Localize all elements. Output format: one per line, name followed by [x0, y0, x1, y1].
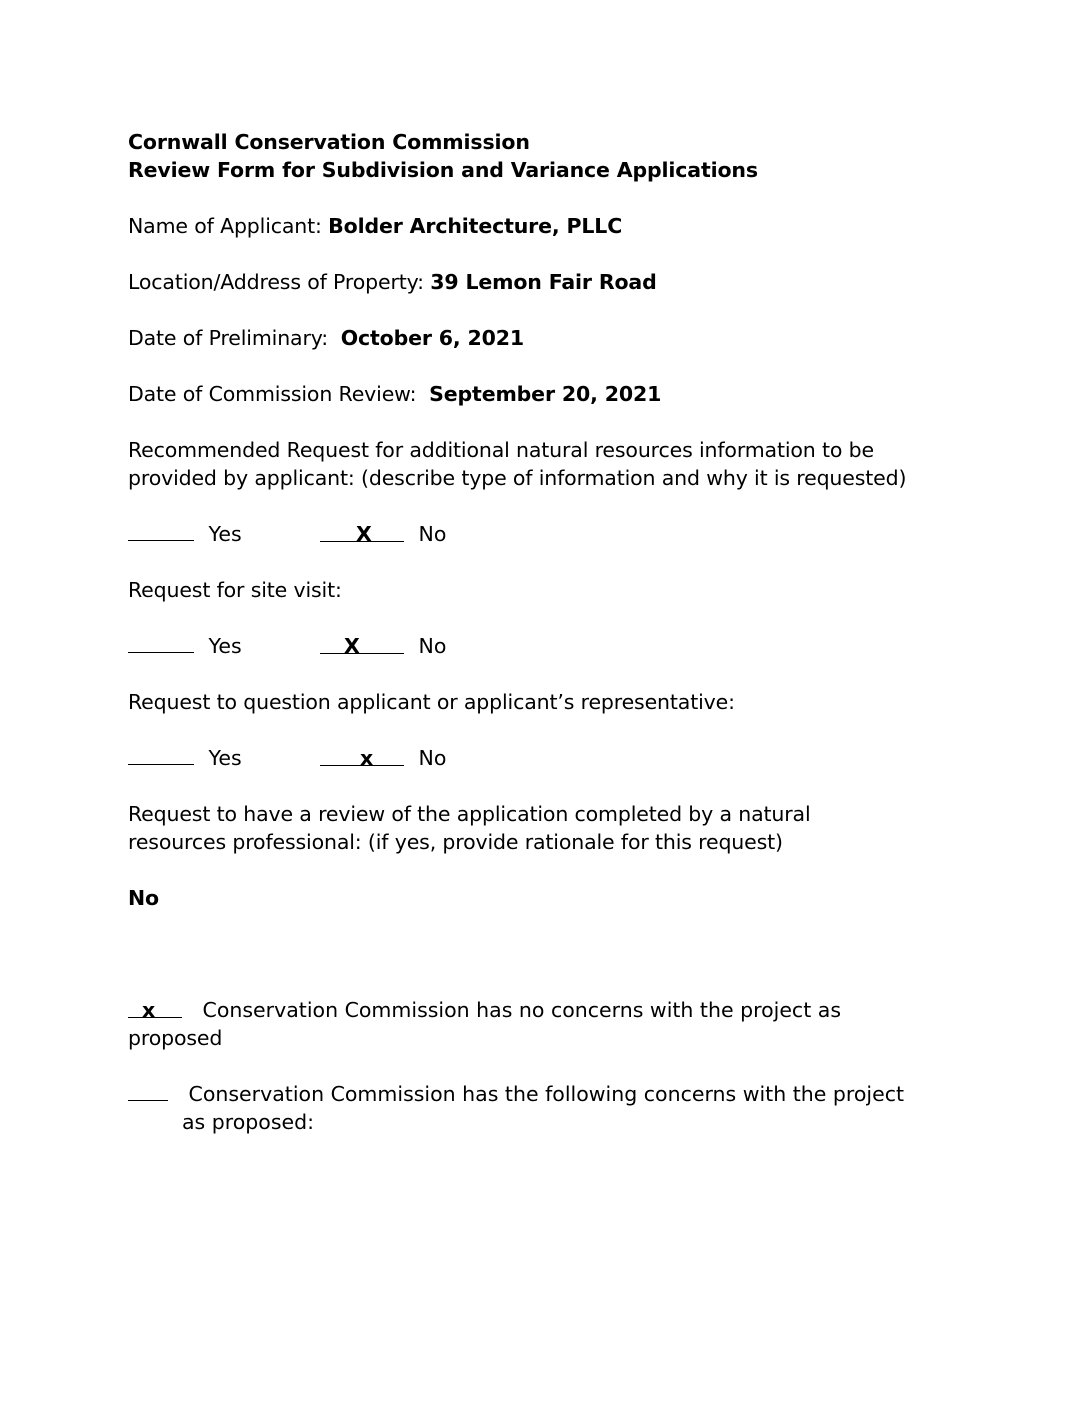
- question-4-line-2: resources professional: (if yes, provide rationale for this request): [128, 830, 783, 854]
- q2-no-option: [320, 632, 446, 660]
- q3-no-label: No: [418, 746, 447, 770]
- question-1-line-1: Recommended Request for additional natural resources information to be: [128, 438, 874, 462]
- conclusion-1-mark: x: [128, 1000, 182, 1018]
- location-row: [128, 268, 657, 296]
- review-date-value: September 20, 2021: [429, 382, 662, 406]
- question-4-answer: No: [128, 886, 159, 910]
- q3-no-mark: x: [320, 748, 404, 766]
- review-date-row: [128, 380, 661, 408]
- applicant-row: [128, 212, 622, 240]
- applicant-value: Bolder Architecture, PLLC: [328, 214, 623, 238]
- q2-no-mark: X: [320, 636, 404, 654]
- question-1-line-2: provided by applicant: (describe type of information and why it is requested): [128, 466, 907, 490]
- conclusion-1-text: Conservation Commission has no concerns with the project as: [202, 998, 842, 1022]
- question-4-line-1: Request to have a review of the application completed by a natural: [128, 802, 811, 826]
- q1-no-option: [320, 520, 446, 548]
- conclusion-1-line-2: proposed: [128, 1026, 223, 1050]
- location-label: Location/Address of Property:: [128, 270, 424, 294]
- conclusion-1: [128, 996, 841, 1024]
- q2-no-label: No: [418, 634, 447, 658]
- q1-no-label: No: [418, 522, 447, 546]
- location-value: 39 Lemon Fair Road: [430, 270, 657, 294]
- q1-yes-label: Yes: [208, 522, 242, 546]
- q3-no-option: [320, 744, 446, 772]
- form-title: Review Form for Subdivision and Variance Applications: [128, 158, 758, 182]
- question-2: Request for site visit:: [128, 578, 342, 602]
- preliminary-row: [128, 324, 524, 352]
- preliminary-label: Date of Preliminary:: [128, 326, 328, 350]
- q3-yes-option: [128, 744, 242, 772]
- q2-yes-label: Yes: [208, 634, 242, 658]
- review-date-label: Date of Commission Review:: [128, 382, 417, 406]
- q3-yes-blank: [128, 746, 194, 765]
- q2-yes-option: [128, 632, 242, 660]
- question-3: Request to question applicant or applicant’s representative:: [128, 690, 735, 714]
- q2-yes-blank: [128, 634, 194, 653]
- q1-no-mark: X: [320, 524, 404, 542]
- conclusion-2-text: Conservation Commission has the following concerns with the project: [188, 1082, 905, 1106]
- q3-yes-label: Yes: [208, 746, 242, 770]
- applicant-label: Name of Applicant:: [128, 214, 322, 238]
- q1-yes-option: [128, 520, 242, 548]
- conclusion-2-line-2: as proposed:: [182, 1110, 315, 1134]
- conclusion-2: [128, 1080, 904, 1108]
- org-title: Cornwall Conservation Commission: [128, 130, 530, 154]
- conclusion-2-blank: [128, 1082, 168, 1101]
- q1-yes-blank: [128, 522, 194, 541]
- preliminary-value: October 6, 2021: [340, 326, 524, 350]
